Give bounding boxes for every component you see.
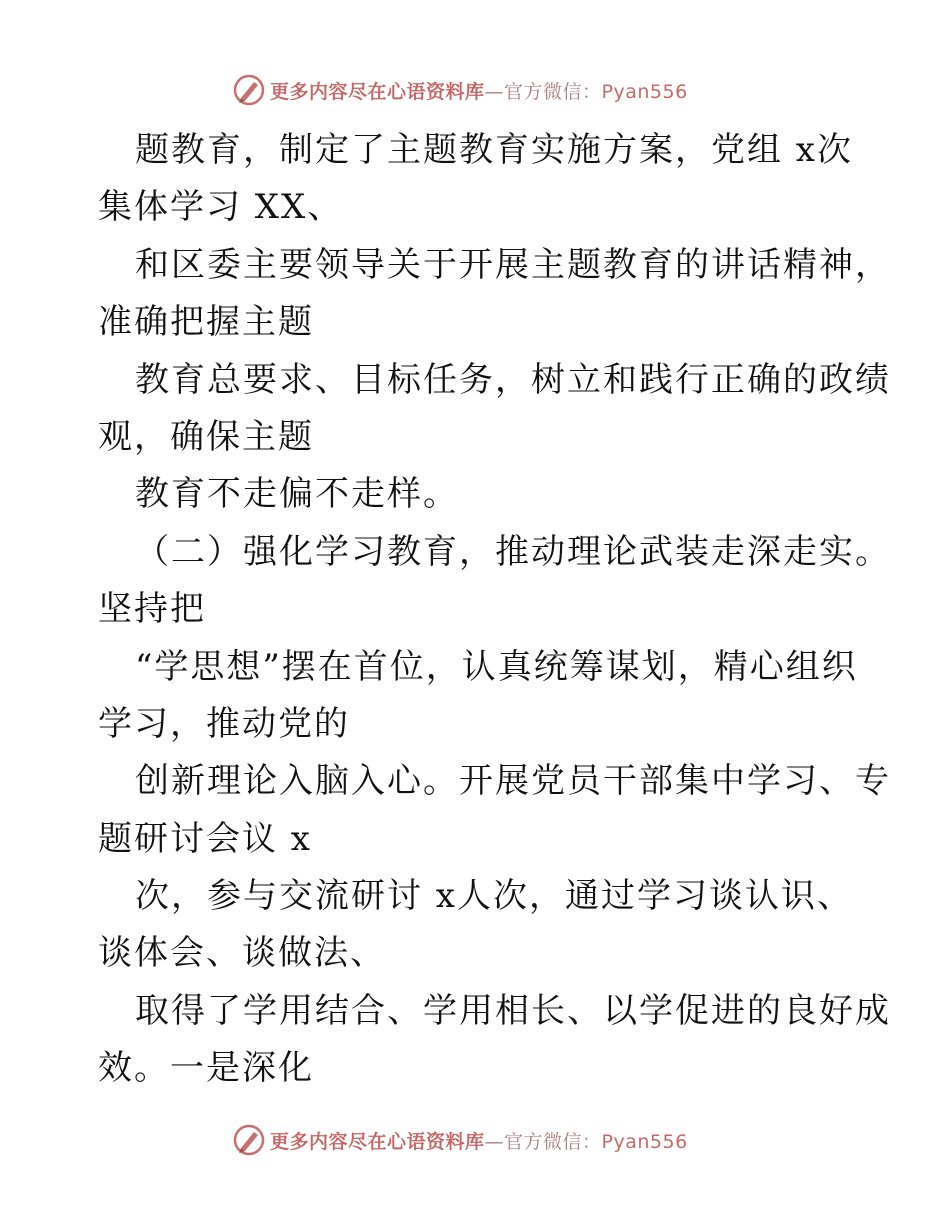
pen-logo-icon [232,1123,266,1157]
body-line: 教育总要求、目标任务，树立和践行正确的政绩 [135,359,891,400]
body-line: 次，参与交流研讨 x人次，通过学习谈认识、 [135,876,853,917]
footer-banner [232,1122,688,1158]
footer-banner-label: —官方微信： [484,1130,602,1153]
footer-banner-title: 更多内容尽在心语资料库 [270,1130,485,1153]
body-line: 谈体会、谈做法、 [98,933,386,974]
footer-banner-text [270,1127,688,1154]
header-banner [232,72,688,108]
header-banner-label: —官方微信： [484,80,602,103]
header-banner-text [270,77,688,104]
body-line: 观，确保主题 [98,416,314,457]
body-line: 取得了学用结合、学用相长、以学促进的良好成 [135,990,891,1031]
header-banner-wechat-id: Pyan556 [601,80,688,103]
body-line: “学思想”摆在首位，认真统筹谋划，精心组织 [135,646,858,687]
body-line: 效。一是深化 [98,1048,314,1089]
body-line: 学习，推动党的 [98,703,350,744]
body-line: 创新理论入脑入心。开展党员干部集中学习、专 [135,761,891,802]
footer-banner-wechat-id: Pyan556 [601,1130,688,1153]
body-line: 教育不走偏不走样。 [135,474,459,515]
document-body [98,122,891,1098]
body-line: 集体学习 XX、 [98,187,344,228]
body-line: 坚持把 [98,589,206,630]
body-line: 和区委主要领导关于开展主题教育的讲话精神， [135,244,891,285]
pen-logo-icon [232,73,266,107]
body-line: 题研讨会议 x [98,818,312,859]
section-heading-line: （二）强化学习教育，推动理论武装走深走实。 [135,531,891,572]
header-banner-title: 更多内容尽在心语资料库 [270,80,485,103]
body-line: 题教育，制定了主题教育实施方案，党组 x次 [135,130,853,170]
body-line: 准确把握主题 [98,302,314,343]
